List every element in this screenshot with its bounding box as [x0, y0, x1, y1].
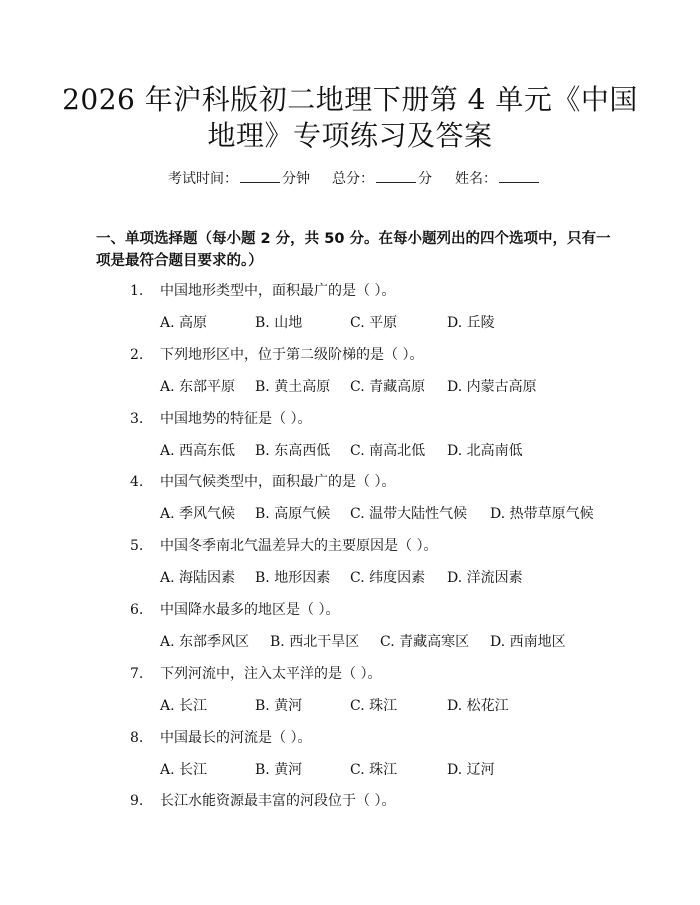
- option-d[interactable]: D. 松花江: [447, 698, 509, 714]
- name-label: 姓名：: [455, 171, 497, 187]
- question-stem: 下列地形区中，位于第二级阶梯的是（ ）。: [160, 347, 424, 363]
- option-a[interactable]: A. 海陆因素: [160, 570, 236, 586]
- option-d[interactable]: D. 西南地区: [490, 634, 566, 650]
- option-c[interactable]: C. 青藏高寒区: [380, 634, 470, 650]
- title-line-1: 2026 年沪科版初二地理下册第 4 单元《中国: [62, 83, 638, 116]
- question-stem: 中国气候类型中，面积最广的是（ ）。: [160, 474, 396, 490]
- option-b[interactable]: B. 西北干旱区: [270, 634, 360, 650]
- option-a[interactable]: A. 长江: [160, 698, 208, 714]
- student-name: [455, 168, 541, 189]
- option-a[interactable]: A. 东部平原: [160, 379, 236, 395]
- option-d[interactable]: D. 辽河: [447, 762, 495, 778]
- option-b[interactable]: B. 黄河: [255, 762, 303, 778]
- total-score-blank[interactable]: [376, 168, 416, 183]
- option-c[interactable]: C. 温带大陆性气候: [350, 506, 468, 522]
- option-b[interactable]: B. 地形因素: [255, 570, 331, 586]
- option-b[interactable]: B. 黄河: [255, 698, 303, 714]
- question-stem: 中国降水最多的地区是（ ）。: [160, 602, 340, 618]
- question-number: 1.: [130, 283, 144, 299]
- option-b[interactable]: B. 东高西低: [255, 443, 331, 459]
- option-d[interactable]: D. 丘陵: [447, 315, 495, 331]
- option-b[interactable]: B. 山地: [255, 315, 303, 331]
- question-stem: 中国冬季南北气温差异大的主要原因是（ ）。: [160, 538, 438, 554]
- option-a[interactable]: A. 季风气候: [160, 506, 236, 522]
- option-a[interactable]: A. 东部季风区: [160, 634, 250, 650]
- option-a[interactable]: A. 高原: [160, 315, 208, 331]
- option-a[interactable]: A. 长江: [160, 762, 208, 778]
- question-stem: 中国地形类型中，面积最广的是（ ）。: [160, 283, 396, 299]
- total-score-unit: 分: [418, 171, 432, 187]
- option-a[interactable]: A. 西高东低: [160, 443, 236, 459]
- question-number: 4.: [130, 474, 144, 490]
- option-d[interactable]: D. 洋流因素: [447, 570, 523, 586]
- exam-time: [168, 168, 310, 189]
- question-number: 3.: [130, 411, 144, 427]
- exam-time-blank[interactable]: [240, 168, 280, 183]
- exam-time-unit: 分钟: [282, 171, 310, 187]
- document-title: [60, 82, 640, 154]
- question-number: 2.: [130, 347, 144, 363]
- option-c[interactable]: C. 平原: [350, 315, 398, 331]
- option-b[interactable]: B. 高原气候: [255, 506, 331, 522]
- question-number: 6.: [130, 602, 144, 618]
- question-stem: 中国地势的特征是（ ）。: [160, 411, 312, 427]
- total-score-label: 总分：: [332, 171, 374, 187]
- option-d[interactable]: D. 热带草原气候: [490, 506, 594, 522]
- exam-time-label: 考试时间：: [168, 171, 238, 187]
- question-stem: 长江水能资源最丰富的河段位于（ ）。: [160, 793, 396, 809]
- total-score: [332, 168, 432, 189]
- option-c[interactable]: C. 珠江: [350, 762, 398, 778]
- section-title: 一、单项选择题（每小题 2 分，共 50 分。在每小题列出的四个选项中，只有一项是最符合题目要求的。）: [96, 231, 611, 269]
- option-c[interactable]: C. 青藏高原: [350, 379, 426, 395]
- option-d[interactable]: D. 内蒙古高原: [447, 379, 537, 395]
- option-c[interactable]: C. 南高北低: [350, 443, 426, 459]
- question-number: 8.: [130, 730, 144, 746]
- question-number: 5.: [130, 538, 144, 554]
- title-line-2: 地理》专项练习及答案: [207, 119, 493, 152]
- question-number: 9.: [130, 793, 144, 809]
- option-b[interactable]: B. 黄土高原: [255, 379, 331, 395]
- question-stem: 中国最长的河流是（ ）。: [160, 730, 312, 746]
- question-stem: 下列河流中，注入太平洋的是（ ）。: [160, 666, 382, 682]
- name-blank[interactable]: [499, 168, 539, 183]
- option-c[interactable]: C. 纬度因素: [350, 570, 426, 586]
- question-number: 7.: [130, 666, 144, 682]
- option-d[interactable]: D. 北高南低: [447, 443, 523, 459]
- option-c[interactable]: C. 珠江: [350, 698, 398, 714]
